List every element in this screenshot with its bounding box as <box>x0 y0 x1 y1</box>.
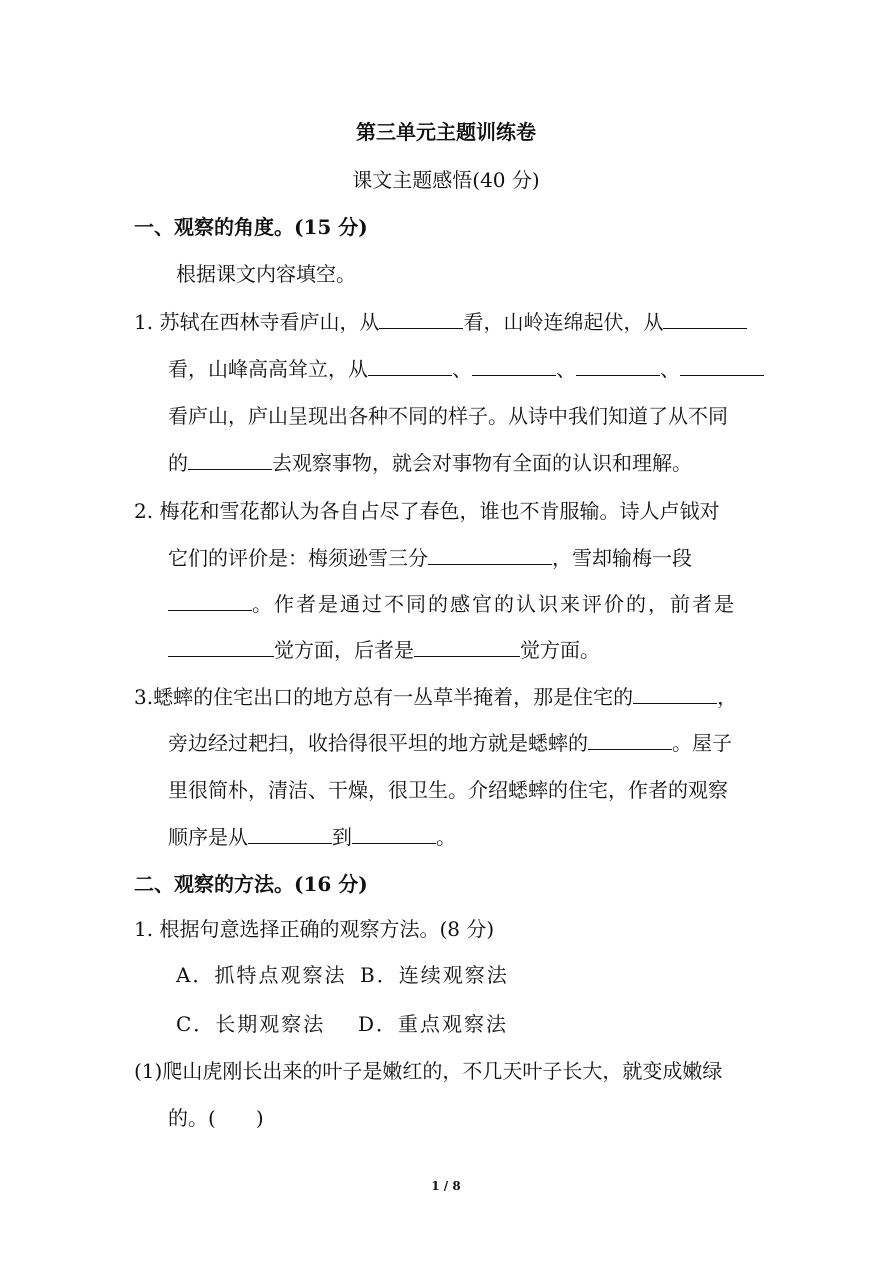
s2-q1-number: 1. <box>134 917 154 941</box>
q3-text: 。屋子 <box>672 731 732 755</box>
answer-blank[interactable] <box>414 636 520 657</box>
q3-line4 <box>168 823 456 851</box>
answer-blank[interactable] <box>576 355 660 376</box>
answer-blank[interactable] <box>379 308 463 329</box>
q1-text: 去观察事物，就会对事物有全面的认识和理解。 <box>272 451 692 475</box>
answer-blank[interactable] <box>428 544 552 565</box>
page-number: 1 / 8 <box>431 1179 461 1193</box>
page-subtitle: 课文主题感悟(40 分) <box>352 168 540 192</box>
q1-line2 <box>168 355 764 383</box>
q3-text: 旁边经过耙扫，收拾得很平坦的地方就是蟋蟀的 <box>168 731 588 755</box>
answer-blank[interactable] <box>188 449 272 470</box>
q1-text: 苏轼在西林寺看庐山，从 <box>159 310 380 334</box>
q1-text: 的 <box>168 451 188 475</box>
q3-line3: 里很简朴，清洁、干燥，很卫生。介绍蟋蟀的住宅，作者的观察 <box>168 778 728 802</box>
item1-text: ) <box>255 1106 264 1130</box>
q1-text: 看，山峰高高耸立，从 <box>168 357 368 381</box>
q3-number: 3. <box>134 685 154 709</box>
q2-text: ，雪却输梅一段 <box>552 546 692 570</box>
q1-text: 看，山岭连绵起伏，从 <box>463 310 664 334</box>
option-d: D．重点观察法 <box>358 1012 509 1036</box>
separator: 、 <box>452 357 472 381</box>
q2-line3 <box>168 590 736 618</box>
item1-line2 <box>168 1104 264 1132</box>
q2-text: 觉方面，后者是 <box>274 638 414 662</box>
option-c: C．长期观察法 <box>176 1012 326 1036</box>
answer-blank[interactable] <box>368 355 452 376</box>
q2-line4 <box>168 636 600 664</box>
q2-number: 2. <box>134 499 154 523</box>
q3-text: 顺序是从 <box>168 825 248 849</box>
q1-number: 1. <box>134 310 154 334</box>
q2-text: 它们的评价是：梅须逊雪三分 <box>168 546 428 570</box>
q1-line3: 看庐山，庐山呈现出各种不同的样子。从诗中我们知道了从不同 <box>168 404 728 428</box>
item1-line1: (1)爬山虎刚长出来的叶子是嫩红的，不几天叶子长大，就变成嫩绿 <box>134 1059 723 1083</box>
q1-line1 <box>134 308 747 336</box>
answer-blank[interactable] <box>633 683 717 704</box>
answer-blank[interactable] <box>168 636 274 657</box>
q2-line2 <box>168 544 692 572</box>
s2-q1-line <box>134 915 494 943</box>
q3-text: 到 <box>332 825 352 849</box>
answer-blank[interactable] <box>663 308 747 329</box>
q3-text: ， <box>717 685 738 709</box>
section1-heading: 一、观察的角度。(15 分) <box>134 215 368 239</box>
q3-text: 。 <box>436 825 456 849</box>
answer-blank[interactable] <box>588 729 672 750</box>
q3-line1 <box>134 683 737 711</box>
s2-q1-text: 根据句意选择正确的观察方法。(8 分) <box>159 917 495 941</box>
q3-line2 <box>168 729 732 757</box>
answer-blank[interactable] <box>680 355 764 376</box>
q2-text: 梅花和雪花都认为各自占尽了春色，谁也不肯服输。诗人卢钺对 <box>159 499 720 523</box>
q2-line1 <box>134 497 719 525</box>
option-b: B．连续观察法 <box>360 963 509 987</box>
option-a: A．抓特点观察法 <box>176 963 347 987</box>
section1-instruction: 根据课文内容填空。 <box>176 262 356 286</box>
separator: 、 <box>556 357 576 381</box>
answer-blank[interactable] <box>472 355 556 376</box>
q2-text: 。作者是通过不同的感官的认识来评价的，前者是 <box>252 592 736 616</box>
section2-heading: 二、观察的方法。(16 分) <box>134 872 368 896</box>
q1-line4 <box>168 449 692 477</box>
q2-text: 觉方面。 <box>520 638 600 662</box>
separator: 、 <box>660 357 680 381</box>
item1-text: 的。( <box>168 1106 216 1130</box>
page-title: 第三单元主题训练卷 <box>356 120 536 144</box>
answer-blank[interactable] <box>352 823 436 844</box>
answer-blank[interactable] <box>168 590 252 611</box>
q3-text: 蟋蟀的住宅出口的地方总有一丛草半掩着，那是住宅的 <box>153 685 634 709</box>
answer-blank[interactable] <box>248 823 332 844</box>
